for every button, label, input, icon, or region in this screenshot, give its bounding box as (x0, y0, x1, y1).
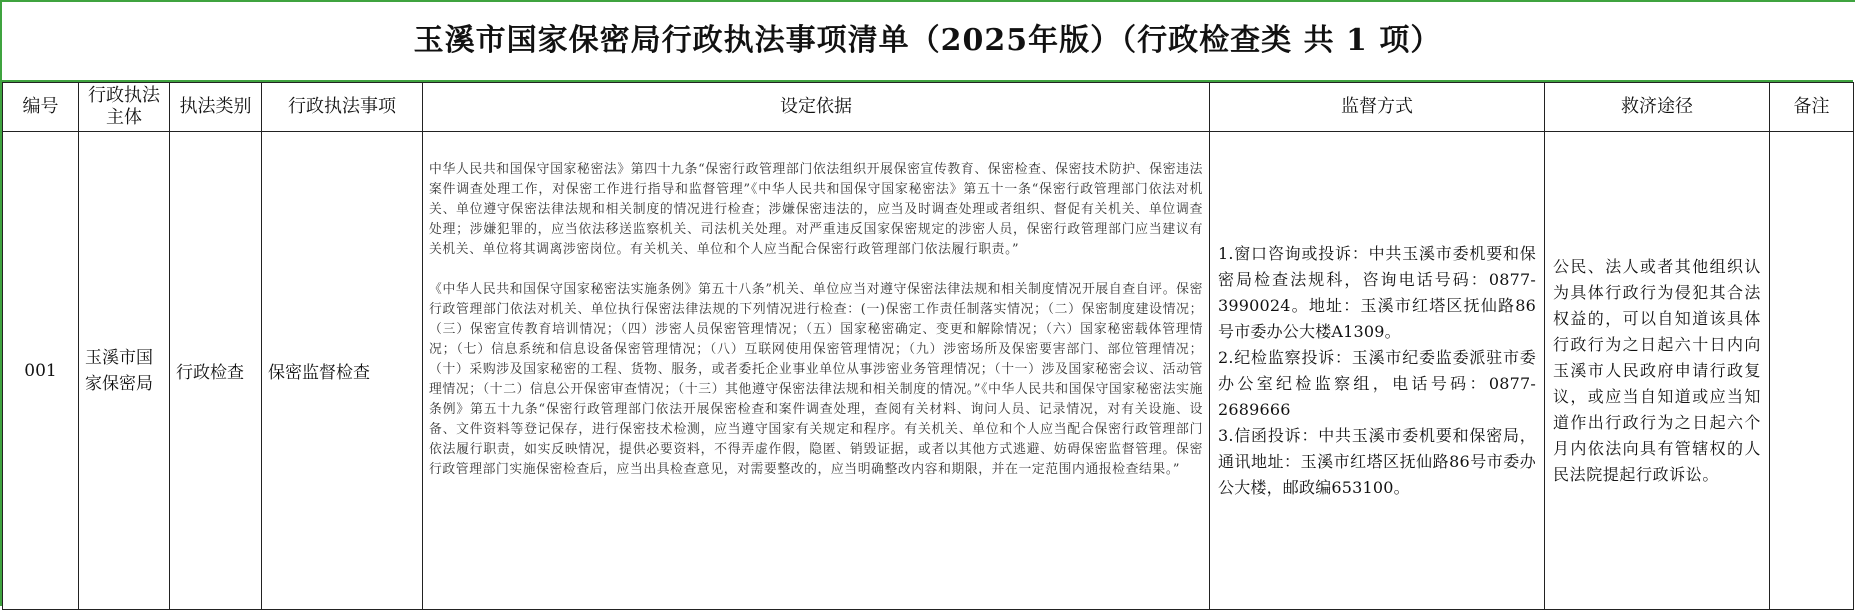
supervision-item: 1.窗口咨询或投诉：中共玉溪市委机要和保密局检查法规科，咨询电话号码：0877-3990024。地址：玉溪市红塔区抚仙路86号市委办公大楼A1309。 (1218, 243, 1536, 341)
cell-category: 行政检查 (170, 132, 262, 610)
header-remarks: 备注 (1770, 83, 1854, 132)
table-row (3, 132, 1854, 610)
header-supervision: 监督方式 (1210, 83, 1545, 132)
cell-remarks (1770, 132, 1854, 610)
header-remedy: 救济途径 (1545, 83, 1770, 132)
cell-subject: 玉溪市国家保密局 (79, 132, 170, 610)
cell-remedy: 公民、法人或者其他组织认为具体行政行为侵犯其合法权益的，可以自知道该具体行政行为之日起六十日内向玉溪市人民政府申请行政复议，或应当自知道或应当知道作出行政行为之日起六个月内依法向具有管辖权的人民法院提起行政诉讼。 (1545, 132, 1770, 610)
cell-basis (423, 132, 1210, 610)
cell-item: 保密监督检查 (262, 132, 423, 610)
cell-supervision (1210, 132, 1545, 610)
header-row (3, 83, 1854, 132)
supervision-item: 2.纪检监察投诉：玉溪市纪委监委派驻市委办公室纪检监察组，电话号码：0877-2689666 (1218, 347, 1536, 419)
supervision-item: 3.信函投诉：中共玉溪市委机要和保密局，通讯地址：玉溪市红塔区抚仙路86号市委办公大楼，邮政编653100。 (1218, 425, 1536, 497)
cell-number: 001 (3, 132, 79, 610)
header-category: 执法类别 (170, 83, 262, 132)
basis-paragraph: 《中华人民共和国保守国家秘密法实施条例》第五十八条”机关、单位应当对遵守保密法律法规和相关制度情况开展自查自评。保密行政管理部门依法对机关、单位执行保密法律法规的下列情况进行检查：(一)保密工作责任制落实情况；（二）保密制度建设情况；（三）保密宣传教育培训情况；（四）涉密人员保密管理情况；（五）国家秘密确定、变更和解除情况；（六）国家秘密载体管理情况；（七）信息系统和信息设备保密管理情况；（八）互联网使用保密管理情况；（九）涉密场所及保密要害部门、部位管理情况；（十）采购涉及国家秘密的工程、货物、服务，或者委托企业事业单位从事涉密业务管理情况；（十一）涉及国家秘密会议、活动管理情况；（十二）信息公开保密审查情况；（十三）其他遵守保密法律法规和相关制度的情况。”《中华人民共和国保守国家秘密法实施条例》第五十九条“保密行政管理部门依法开展保密检查和案件调查处理，查阅有关材料、询问人员、记录情况，对有关设施、设备、文件资料等登记保存，进行保密技术检测，应当遵守国家有关规定和程序。有关机关、单位和个人应当配合保密行政管理部门依法履行职责，如实反映情况，提供必要资料，不得弄虚作假，隐匿、销毁证据，或者以其他方式逃避、妨碍保密监督管理。保密行政管理部门实施保密检查后，应当出具检查意见，对需要整改的，应当明确整改内容和期限，并在一定范围内通报检查结果。” (429, 282, 1203, 477)
header-basis: 设定依据 (423, 83, 1210, 132)
header-subject: 行政执法主体 (79, 83, 170, 132)
page-title: 玉溪市国家保密局行政执法事项清单（2025年版）（行政检查类 共 1 项） (2, 2, 1853, 82)
enforcement-table (2, 82, 1854, 610)
basis-paragraph: 中华人民共和国保守国家秘密法》第四十九条“保密行政管理部门依法组织开展保密宣传教育、保密检查、保密技术防护、保密违法案件调查处理工作，对保密工作进行指导和监督管理”《中华人民共和国保守国家秘密法》第五十一条“保密行政管理部门依法对机关、单位遵守保密法律法规和相关制度的情况进行检查；涉嫌保密违法的，应当及时调查处理或者组织、督促有关机关、单位调查处理；涉嫌犯罪的，应当依法移送监察机关、司法机关处理。对严重违反国家保密规定的涉密人员，保密行政管理部门应当建议有关机关、单位将其调离涉密岗位。有关机关、单位和个人应当配合保密行政管理部门依法履行职责。” (429, 162, 1203, 257)
header-number: 编号 (3, 83, 79, 132)
header-item: 行政执法事项 (262, 83, 423, 132)
